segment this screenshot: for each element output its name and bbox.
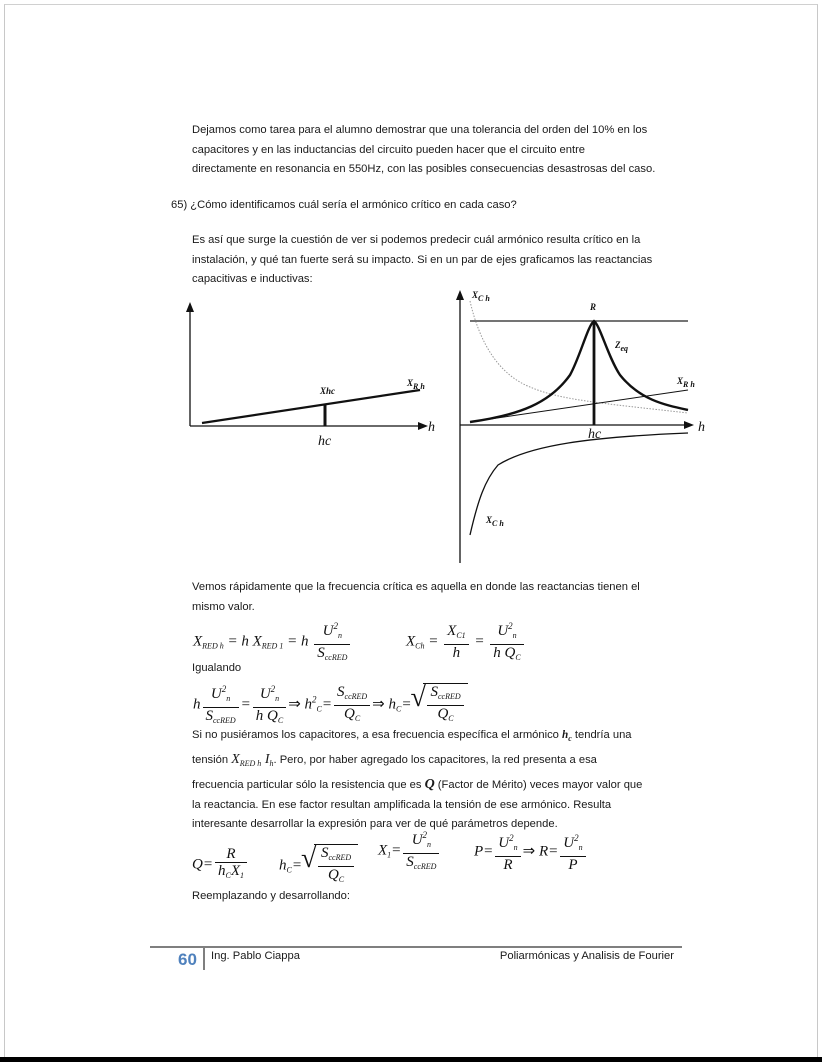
equation-q: Q= $\frac{R}{h_CX_1}$ [192,846,249,884]
equation-hc-sqrt: $h_C=$ √ $\frac{S_{ccRED}}{Q_C}$ [279,844,358,888]
text-line: Si no pusiéramos los capacitores, a esa frecuencia específica el armónico $h_c$ tendría una [192,729,632,743]
text-line: Vemos rápidamente que la frecuencia crítica es aquella en donde las reactancias tienen el [192,581,640,593]
label-h-axis-right: h [698,420,705,435]
question-65: 65) ¿Cómo identificamos cuál sería el armónico crítico en cada caso? [171,199,517,211]
label-xch-top: $X_{C h}$ [472,290,490,303]
label-xhc: Xhc [320,386,336,396]
label-xch-bottom: $X_{C h}$ [486,515,504,528]
text-line: Dejamos como tarea para el alumno demostrar que una tolerancia del orden del 10% en los [192,124,648,136]
text-reemplazando: Reemplazando y desarrollando: [192,890,350,902]
text-igualando: Igualando [192,662,242,674]
equation-hc-derivation: h $\frac{U^2_n}{S_{ccRED}}$ = $\frac{U^2_n}{h Q_C}$ ⇒ $h^2_C=$ $\frac{S_{ccRED}}{Q_C}$ ⇒ $h_C=$ √ $\frac{S_{ccRED}}{Q_C}$ [193,681,468,729]
text-line: interesante desarrollar la expresión para ver de qué parámetros depende. [192,818,558,830]
label-xrh-left: $X_{R h}$ [407,378,425,391]
label-hc-right: hc [588,427,602,442]
label-hc-left: hc [318,434,332,449]
text-line: Es así que surge la cuestión de ver si podemos predecir cuál armónico resulta crítico en la [192,234,641,246]
text-line: la reactancia. En ese factor resultan amplificada la tensión de ese armónico. Resulta [192,799,612,811]
text-line: capacitivas e inductivas: [192,273,313,285]
diagram-right-resonance [450,285,720,575]
text-line: instalación, y qué tan fuerte será su impacto. Si en un par de ejes graficamos las reactancias [192,253,653,266]
equation-xch: $X_{Ch}$ = $\frac{X_{C1}}{h}$ = $\frac{U^2_n}{h Q_C}$ [406,618,526,666]
text-line: directamente en resonancia en 550Hz, con las posibles consecuencias desastrosas del caso. [192,163,656,175]
footer-separator [203,946,205,970]
paragraph-intro-graph [192,231,692,290]
diagram-left-reactance [180,290,450,460]
equation-x1: $X_1=$ $\frac{U^2_n}{S_{ccRED}}$ [378,827,441,875]
text-line: tensión $X_{RED h}$ $I_h$. Pero, por haber agregado los capacitores, la red presenta a esa [192,752,597,768]
text-line: frecuencia particular sólo la resistencia que es Q (Factor de Mérito) veces mayor valor que [192,777,643,792]
label-h-axis-left: h [428,420,435,435]
text-line: mismo valor. [192,600,255,613]
paragraph-tolerance [192,121,692,180]
text-line: capacitores y en las inductancias del circuito pueden hacer que el circuito entre [192,143,586,156]
footer-title: Poliarmónicas y Analisis de Fourier [499,950,674,962]
label-r: R [590,302,597,312]
equation-xred: $X_{RED h} = h$ $X_{RED 1} = h$ $\frac{U^2_n}{S_{ccRED}}$ [193,618,352,666]
paragraph-merit-factor [192,725,692,834]
page-number: 60 [178,950,197,969]
footer-rule [150,946,682,948]
label-zeq: $Z_{eq}$ [615,340,629,353]
equation-power: P= $\frac{U^2_n}{R}$ ⇒ R= $\frac{U^2_n}{P}$ [474,830,588,874]
window-bottom-bar [0,1057,822,1062]
label-xrh-right: $X_{R h}$ [677,376,695,389]
footer-author: Ing. Pablo Ciappa [211,950,300,962]
paragraph-critical-frequency [192,578,692,617]
